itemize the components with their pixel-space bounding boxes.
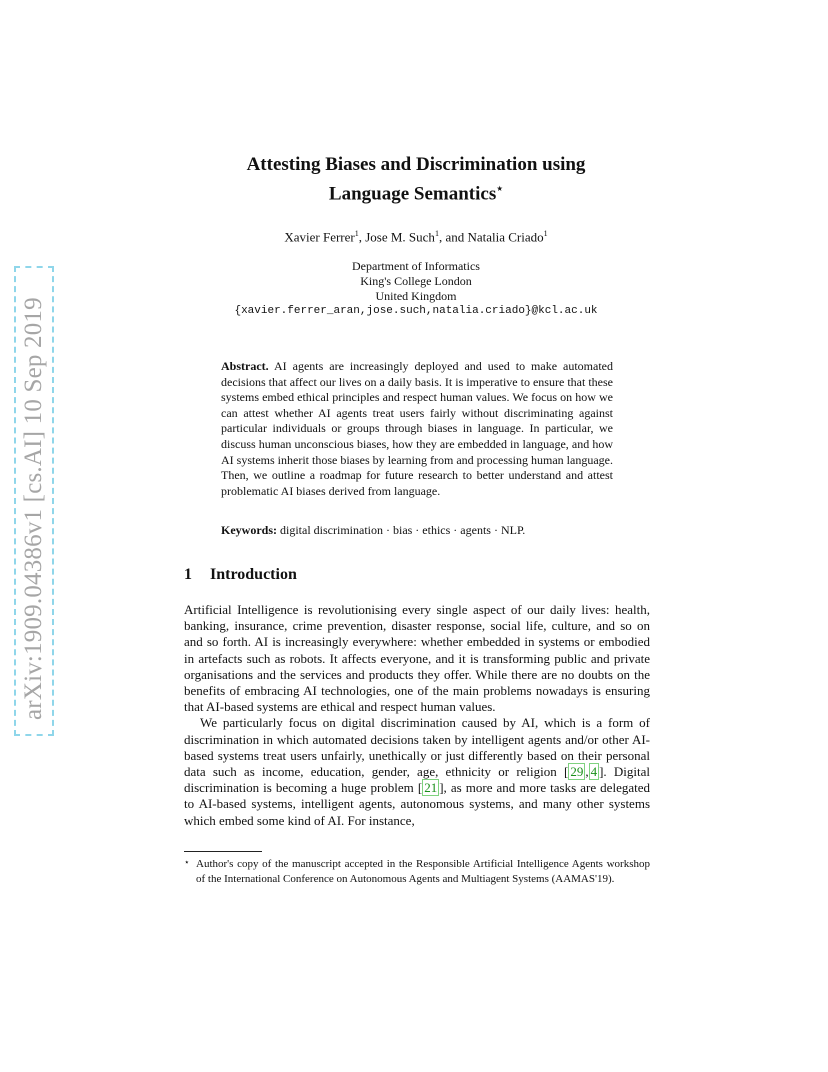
author-name: Jose M. Such (365, 229, 435, 245)
author-list (160, 229, 672, 245)
paragraph-2-text: . Digital discrimination is becoming a huge problem (184, 764, 651, 796)
keywords (221, 523, 613, 538)
affiliation-block (160, 259, 672, 319)
keywords-label: Keywords: (221, 523, 277, 537)
author-name: Xavier Ferrer (284, 229, 355, 245)
author-affil-mark: 1 (354, 229, 359, 238)
paper-title (160, 152, 672, 206)
footnote-mark: ⋆ (184, 857, 190, 867)
section-title: Introduction (210, 566, 297, 583)
title-line-2-text: Language Semantics (328, 183, 497, 205)
footnote-text: Author's copy of the manuscript accepted in the Responsible Artificial Intelligence Agents workshop of the International Conference on Autonomous Agents and Multiagent Systems (AAMAS'19). (196, 858, 650, 885)
arxiv-identifier[interactable]: arXiv:1909.04386v1 [cs.AI] 10 Sep 2019 (20, 297, 47, 720)
abstract-label: Abstract. (221, 359, 269, 373)
citation-link[interactable]: 4 (590, 764, 598, 780)
abstract (221, 359, 613, 499)
paragraph-2-text: We particularly focus on digital discrimination caused by AI, which is a form of discrimination in which automated decisions taken by intelligent agents and/or other AI-based systems treat users unfairly, unethically or just differently based on their personal data such as income, education, gender, age, ethnicity or religion (184, 715, 650, 780)
section-heading (184, 566, 297, 584)
footnote (184, 857, 650, 886)
section-number: 1 (184, 566, 192, 583)
affiliation-country: United Kingdom (375, 289, 457, 303)
paragraph-1: Artificial Intelligence is revolutionising every single aspect of our daily lives: health, banking, insurance, crime prevention, disaster response, social life, culture, and so on and so forth. AI is increasingly everywhere: whether embedded in systems or embodied in artefacts such as robots. It affects everyone, and it is transforming public and private organisations and the services and products they offer. While there are no doubts on the benefits of embracing AI technologies, one of the main problems nowadays is ensuring that AI-based systems are ethical and respect human values. (184, 602, 650, 715)
author-separator: , (358, 229, 366, 245)
footnote-divider (184, 851, 262, 852)
paragraph-2: We particularly focus on digital discrimination caused by AI, which is a form of discrimination in which automated decisions taken by intelligent agents and/or other AI-based systems treat users unfairly, unethically or just differently based on their personal data such as income, education, gender, age, ethnicity or religion [ 29 , 4 ]. Digital discrimination is becoming a huge problem [ 21 ], as more and more tasks are delegated to AI-based systems, intelligent agents, autonomous systems, and many other systems which embed some kind of AI. For instance, (184, 715, 651, 828)
affiliation-department: Department of Informatics (352, 259, 480, 273)
paragraph-2-text: , as more and more tasks are delegated to AI-based systems, intelligent agents, autonomous systems, and many other systems which embed some kind of AI. For instance, (184, 780, 650, 828)
author-name: Natalia Criado (467, 229, 544, 245)
title-line-1: Attesting Biases and Discrimination using (246, 154, 586, 175)
author-separator: , and (438, 229, 468, 245)
citation-link[interactable]: 29 (570, 764, 584, 780)
keywords-text: digital discrimination · bias · ethics · agents · NLP. (280, 523, 526, 537)
abstract-text: AI agents are increasingly deployed and used to make automated decisions that affect our lives on a daily basis. It is imperative to ensure that these systems embed ethical principles and respect human values. We focus on how we can attest whether AI agents treat users fairly without discriminating against particular individuals or groups through biases in language. In particular, we discuss human unconscious biases, how they are embedded in language, and how AI systems inherit those biases by learning from and processing human language. Then, we outline a roadmap for future research to better understand and attest problematic AI biases derived from language. (221, 359, 613, 498)
author-emails: {xavier.ferrer_aran,jose.such,natalia.criado}@kcl.ac.uk (234, 305, 598, 317)
author-affil-mark: 1 (543, 229, 548, 238)
affiliation-college: King's College London (360, 274, 472, 288)
citation-link[interactable]: 21 (424, 780, 438, 796)
introduction-body (184, 602, 650, 829)
author-affil-mark: 1 (434, 229, 439, 238)
title-line-2 (160, 177, 672, 206)
title-footnote-mark[interactable]: ⋆ (496, 183, 504, 195)
